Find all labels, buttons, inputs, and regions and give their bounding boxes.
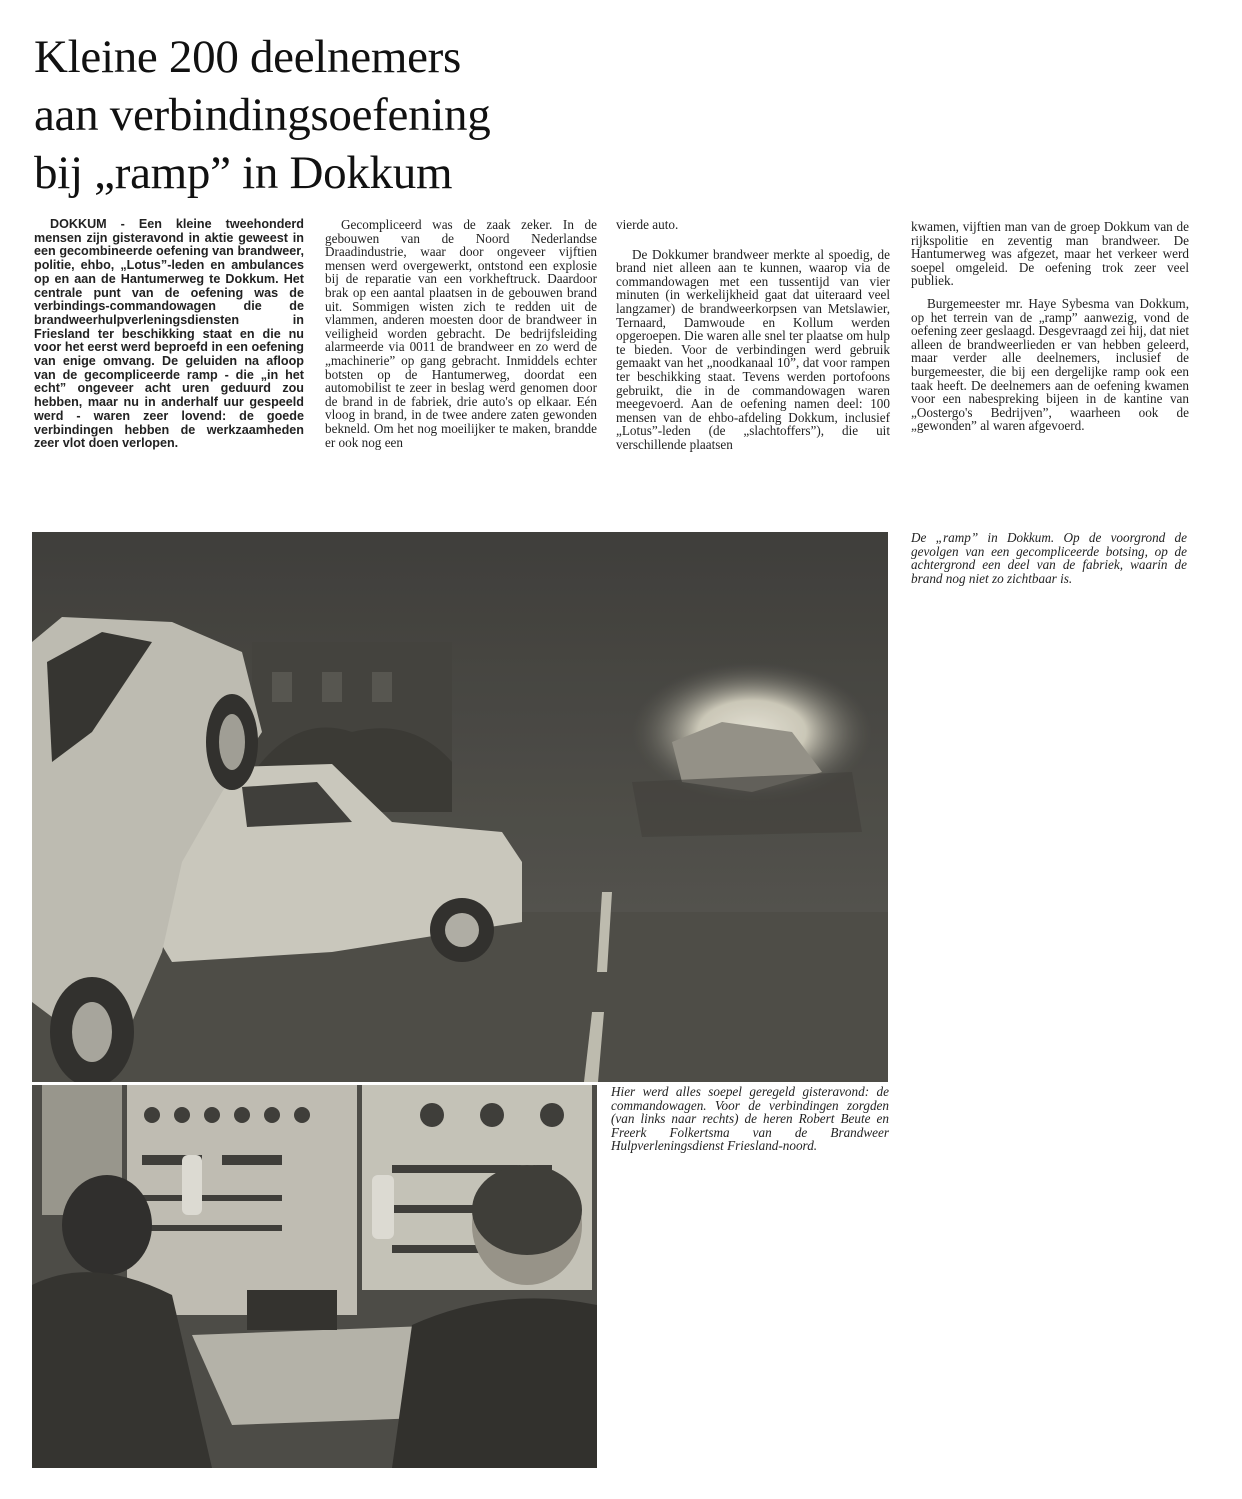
headline-line-2: aan verbindingsoefening [34,89,491,141]
article-column-4 [911,220,1189,442]
command-vehicle-photo [32,1085,597,1468]
lead-paragraph: DOKKUM - Een kleine tweehonderd mensen zijn gisteravond in aktie geweest in een gecombineerde oefening van brandweer, politie, ehbo, „Lotus”-leden en ambulances op en aan de Hantumerweg te Dokkum. Het centrale punt van de oefening was de verbindings-commandowagen die de brandweerhulpverleningsdiensten in Friesland ter beschikking staat en die nu voor het eerst werd beproefd in een oefening van enige omvang. De geluiden na afloop van de gecompliceerde ramp - die „in het echt” ongeveer acht uren geduurd zou hebben, maar nu in anderhalf uur gespeeld werd - waren zeer lovend: de goede verbindingen hebben de werkzaamheden zeer vlot doen verlopen. [34,217,304,451]
paragraph: vierde auto. [616,217,679,232]
photo-caption-1: De „ramp” in Dokkum. Op de voorgrond de gevolgen van een gecompliceerde botsing, op de achtergrond een deel van de fabriek, waarin de brand nog niet zo zichtbaar is. [911,530,1187,586]
photo-caption-2: Hier werd alles soepel geregeld gisteravond: de commandowagen. Voor de verbindingen zorgden (van links naar rechts) de heren Robert Beute en Freerk Folkertsma van de Brandweer Hulpverleningsdienst Friesland-noord. [611,1084,889,1154]
article-column-3 [616,218,890,461]
paragraph: Burgemeester mr. Haye Sybesma van Dokkum, op het terrein van de „ramp” aanwezig, vond de oefening zeer geslaagd. Desgevraagd zei hij, dat niet alleen de brandweerlieden er van hebben geleerd, maar verder alle deelnemers, inclusief de burgemeester, die bij een dergelijke ramp ook een taak heeft. De deelnemers aan de oefening kwamen voor een nabespreking bijeen in de kantine van „Oostergo's Bedrijven”, waarheen ook de „gewonden” al waren afgevoerd. [911,295,1189,434]
headline-line-3: bij „ramp” in Dokkum [34,147,453,199]
crash-scene-photo [32,532,888,1082]
headline-line-1: Kleine 200 deelnemers [34,31,461,83]
paragraph: kwamen, vijftien man van de groep Dokkum van de rijkspolitie en zeventig man brandweer. De Hantumerweg was afgezet, maar het verkeer werd soepel omgeleid. De oefening trok zeer veel publiek. [911,219,1189,289]
headline [34,28,594,202]
article-column-2 [325,218,597,458]
article-column-1 [34,218,304,460]
paragraph: Gecompliceerd was de zaak zeker. In de gebouwen van de Noord Nederlandse Draadindustrie, waar door ongeveer vijftien mensen werd overgewerkt, ontstond een explosie bij de reparatie van een vorkheftruck. Daardoor brak op een aantal plaatsen in de gebouwen brand uit. Sommigen wisten zich te redden uit de vlammen, anderen moesten door de brandweer in veiligheid worden gebracht. De bedrijfsleiding alarmeerde via 0011 de brandweer en zo werd de „machinerie” op gang gebracht. Inmiddels echter botsten op de Hantumerweg, doordat een automobilist te zeer in beslag werd genomen door de brand in de fabriek, drie auto's op elkaar. Eén vloog in brand, in de twee andere zaten gewonden bekneld. Om het nog moeilijker te maken, brandde er ook nog een [325,217,597,450]
paragraph: De Dokkumer brandweer merkte al spoedig, de brand niet alleen aan te kunnen, waarop via de commandowagen met een tussentijd van vier minuten (in werkelijkheid gaat dat uiteraard veel langzamer) de brandweerkorpsen van Metslawier, Ternaard, Damwoude en Kollum werden opgeroepen. Die waren alle snel ter plaatse om hulp te bieden. Voor de verbindingen werd gebruik gemaakt van het „noodkanaal 10”, dat voor rampen ter beschikking staat. Tevens werden portofoons gebruikt, die in de commandowagen waren meegevoerd. Aan de oefening namen deel: 100 mensen van de ehbo-afdeling Dokkum, inclusief „Lotus”-leden (de „slachtoffers”), die uit verschillende plaatsen [616,246,890,452]
